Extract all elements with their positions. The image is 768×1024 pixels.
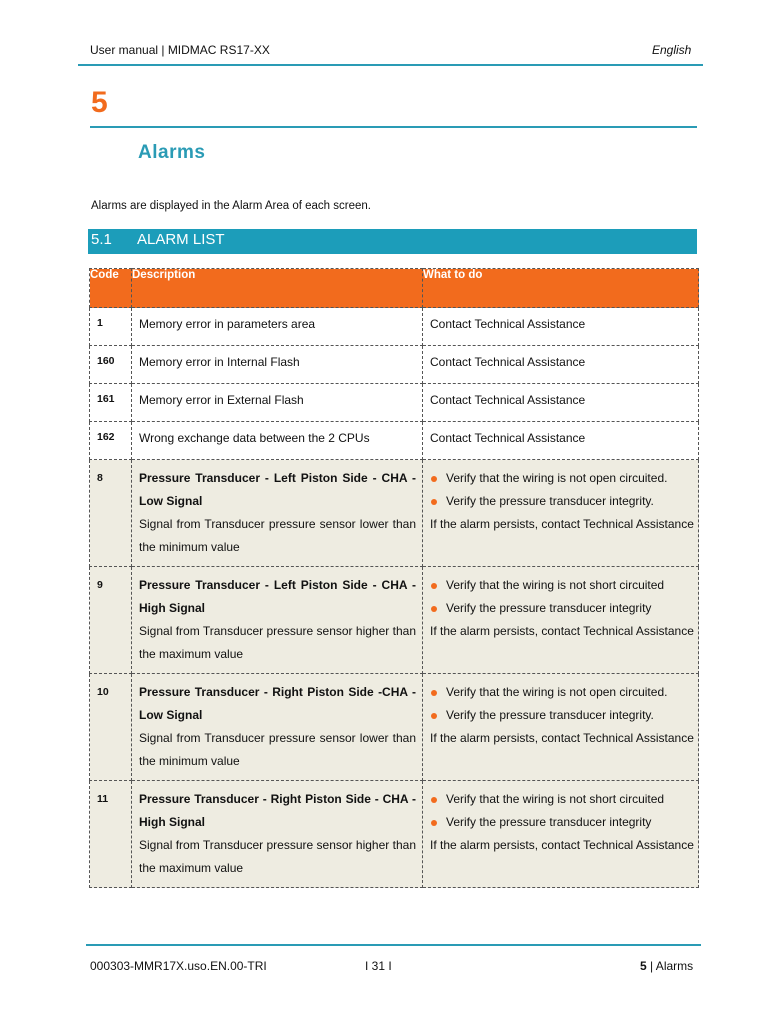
header-divider (78, 64, 703, 66)
alarm-table (89, 268, 699, 888)
action-bullet (423, 597, 698, 620)
bullet-dot-icon (431, 476, 437, 482)
table-row (90, 781, 699, 888)
bullet-dot-icon (431, 713, 437, 719)
action-bullet-text: Verify that the wiring is not open circuited. (446, 471, 668, 485)
alarm-code: 8 (97, 472, 103, 484)
action-bullet-text: Verify that the wiring is not short circuited (446, 792, 665, 806)
footer-chapter (640, 959, 693, 973)
bullet-dot-icon (431, 797, 437, 803)
chapter-divider (90, 126, 697, 128)
header-title: User manual | MIDMAC RS17-XX (90, 43, 270, 57)
header-language: English (652, 43, 692, 57)
table-row (90, 308, 699, 346)
action-bullet (423, 788, 698, 811)
alarm-action: Contact Technical Assistance (430, 355, 586, 369)
chapter-title: Alarms (138, 142, 206, 163)
intro-text: Alarms are displayed in the Alarm Area of each screen. (91, 200, 371, 212)
alarm-code: 1 (97, 317, 103, 329)
alarm-title: Pressure Transducer - Right Piston Side - CHA - High Signal (139, 792, 416, 829)
action-bullet (423, 467, 698, 490)
column-header-code: Code (90, 269, 132, 308)
action-note: If the alarm persists, contact Technical Assistance (430, 838, 694, 852)
action-bullet (423, 681, 698, 704)
alarm-action: Contact Technical Assistance (430, 431, 586, 445)
bullet-dot-icon (431, 499, 437, 505)
action-note: If the alarm persists, contact Technical Assistance (430, 624, 694, 638)
alarm-code: 9 (97, 579, 103, 591)
action-bullet (423, 704, 698, 727)
action-note: If the alarm persists, contact Technical Assistance (430, 517, 694, 531)
section-number: 5.1 (91, 231, 112, 248)
alarm-description: Memory error in Internal Flash (139, 355, 300, 369)
column-header-description: Description (132, 269, 423, 308)
column-header-todo: What to do (423, 269, 699, 308)
action-bullet-text: Verify the pressure transducer integrity (446, 601, 652, 615)
action-bullet-text: Verify the pressure transducer integrity. (446, 708, 654, 722)
footer-doc-code: 000303-MMR17X.uso.EN.00-TRI (90, 959, 267, 973)
alarm-description: Wrong exchange data between the 2 CPUs (139, 431, 370, 445)
section-title: ALARM LIST (137, 231, 225, 248)
table-row (90, 346, 699, 384)
action-bullet-text: Verify that the wiring is not short circuited (446, 578, 665, 592)
table-row (90, 422, 699, 460)
action-bullet-text: Verify that the wiring is not open circuited. (446, 685, 668, 699)
alarm-description: Memory error in External Flash (139, 393, 304, 407)
bullet-dot-icon (431, 606, 437, 612)
alarm-title: Pressure Transducer - Right Piston Side -CHA - Low Signal (139, 685, 416, 722)
alarm-code: 162 (97, 431, 115, 443)
section-heading-bar (88, 229, 697, 254)
alarm-description: Memory error in parameters area (139, 317, 316, 331)
alarm-title: Pressure Transducer - Left Piston Side - CHA - Low Signal (139, 471, 416, 508)
table-row (90, 460, 699, 567)
footer-chapter-title: | Alarms (646, 959, 694, 973)
action-bullet (423, 811, 698, 834)
chapter-number: 5 (91, 86, 108, 119)
alarm-description: Signal from Transducer pressure sensor lower than the minimum value (139, 731, 416, 768)
bullet-dot-icon (431, 820, 437, 826)
alarm-code: 161 (97, 393, 115, 405)
alarm-action: Contact Technical Assistance (430, 393, 586, 407)
action-note: If the alarm persists, contact Technical Assistance (430, 731, 694, 745)
table-header-row (90, 269, 699, 308)
alarm-description: Signal from Transducer pressure sensor lower than the minimum value (139, 517, 416, 554)
footer-page-number: I 31 I (365, 959, 392, 973)
bullet-dot-icon (431, 690, 437, 696)
footer-divider (86, 944, 701, 946)
alarm-code: 160 (97, 355, 115, 367)
action-bullet (423, 490, 698, 513)
alarm-description: Signal from Transducer pressure sensor higher than the maximum value (139, 624, 416, 661)
alarm-code: 11 (97, 793, 109, 805)
action-bullet (423, 574, 698, 597)
alarm-title: Pressure Transducer - Left Piston Side - CHA - High Signal (139, 578, 416, 615)
footer-chapter-number: 5 (640, 959, 647, 973)
table-row (90, 674, 699, 781)
alarm-code: 10 (97, 686, 109, 698)
action-bullet-text: Verify the pressure transducer integrity (446, 815, 652, 829)
table-row (90, 384, 699, 422)
bullet-dot-icon (431, 583, 437, 589)
action-bullet-text: Verify the pressure transducer integrity. (446, 494, 654, 508)
alarm-action: Contact Technical Assistance (430, 317, 586, 331)
alarm-description: Signal from Transducer pressure sensor higher than the maximum value (139, 838, 416, 875)
table-row (90, 567, 699, 674)
